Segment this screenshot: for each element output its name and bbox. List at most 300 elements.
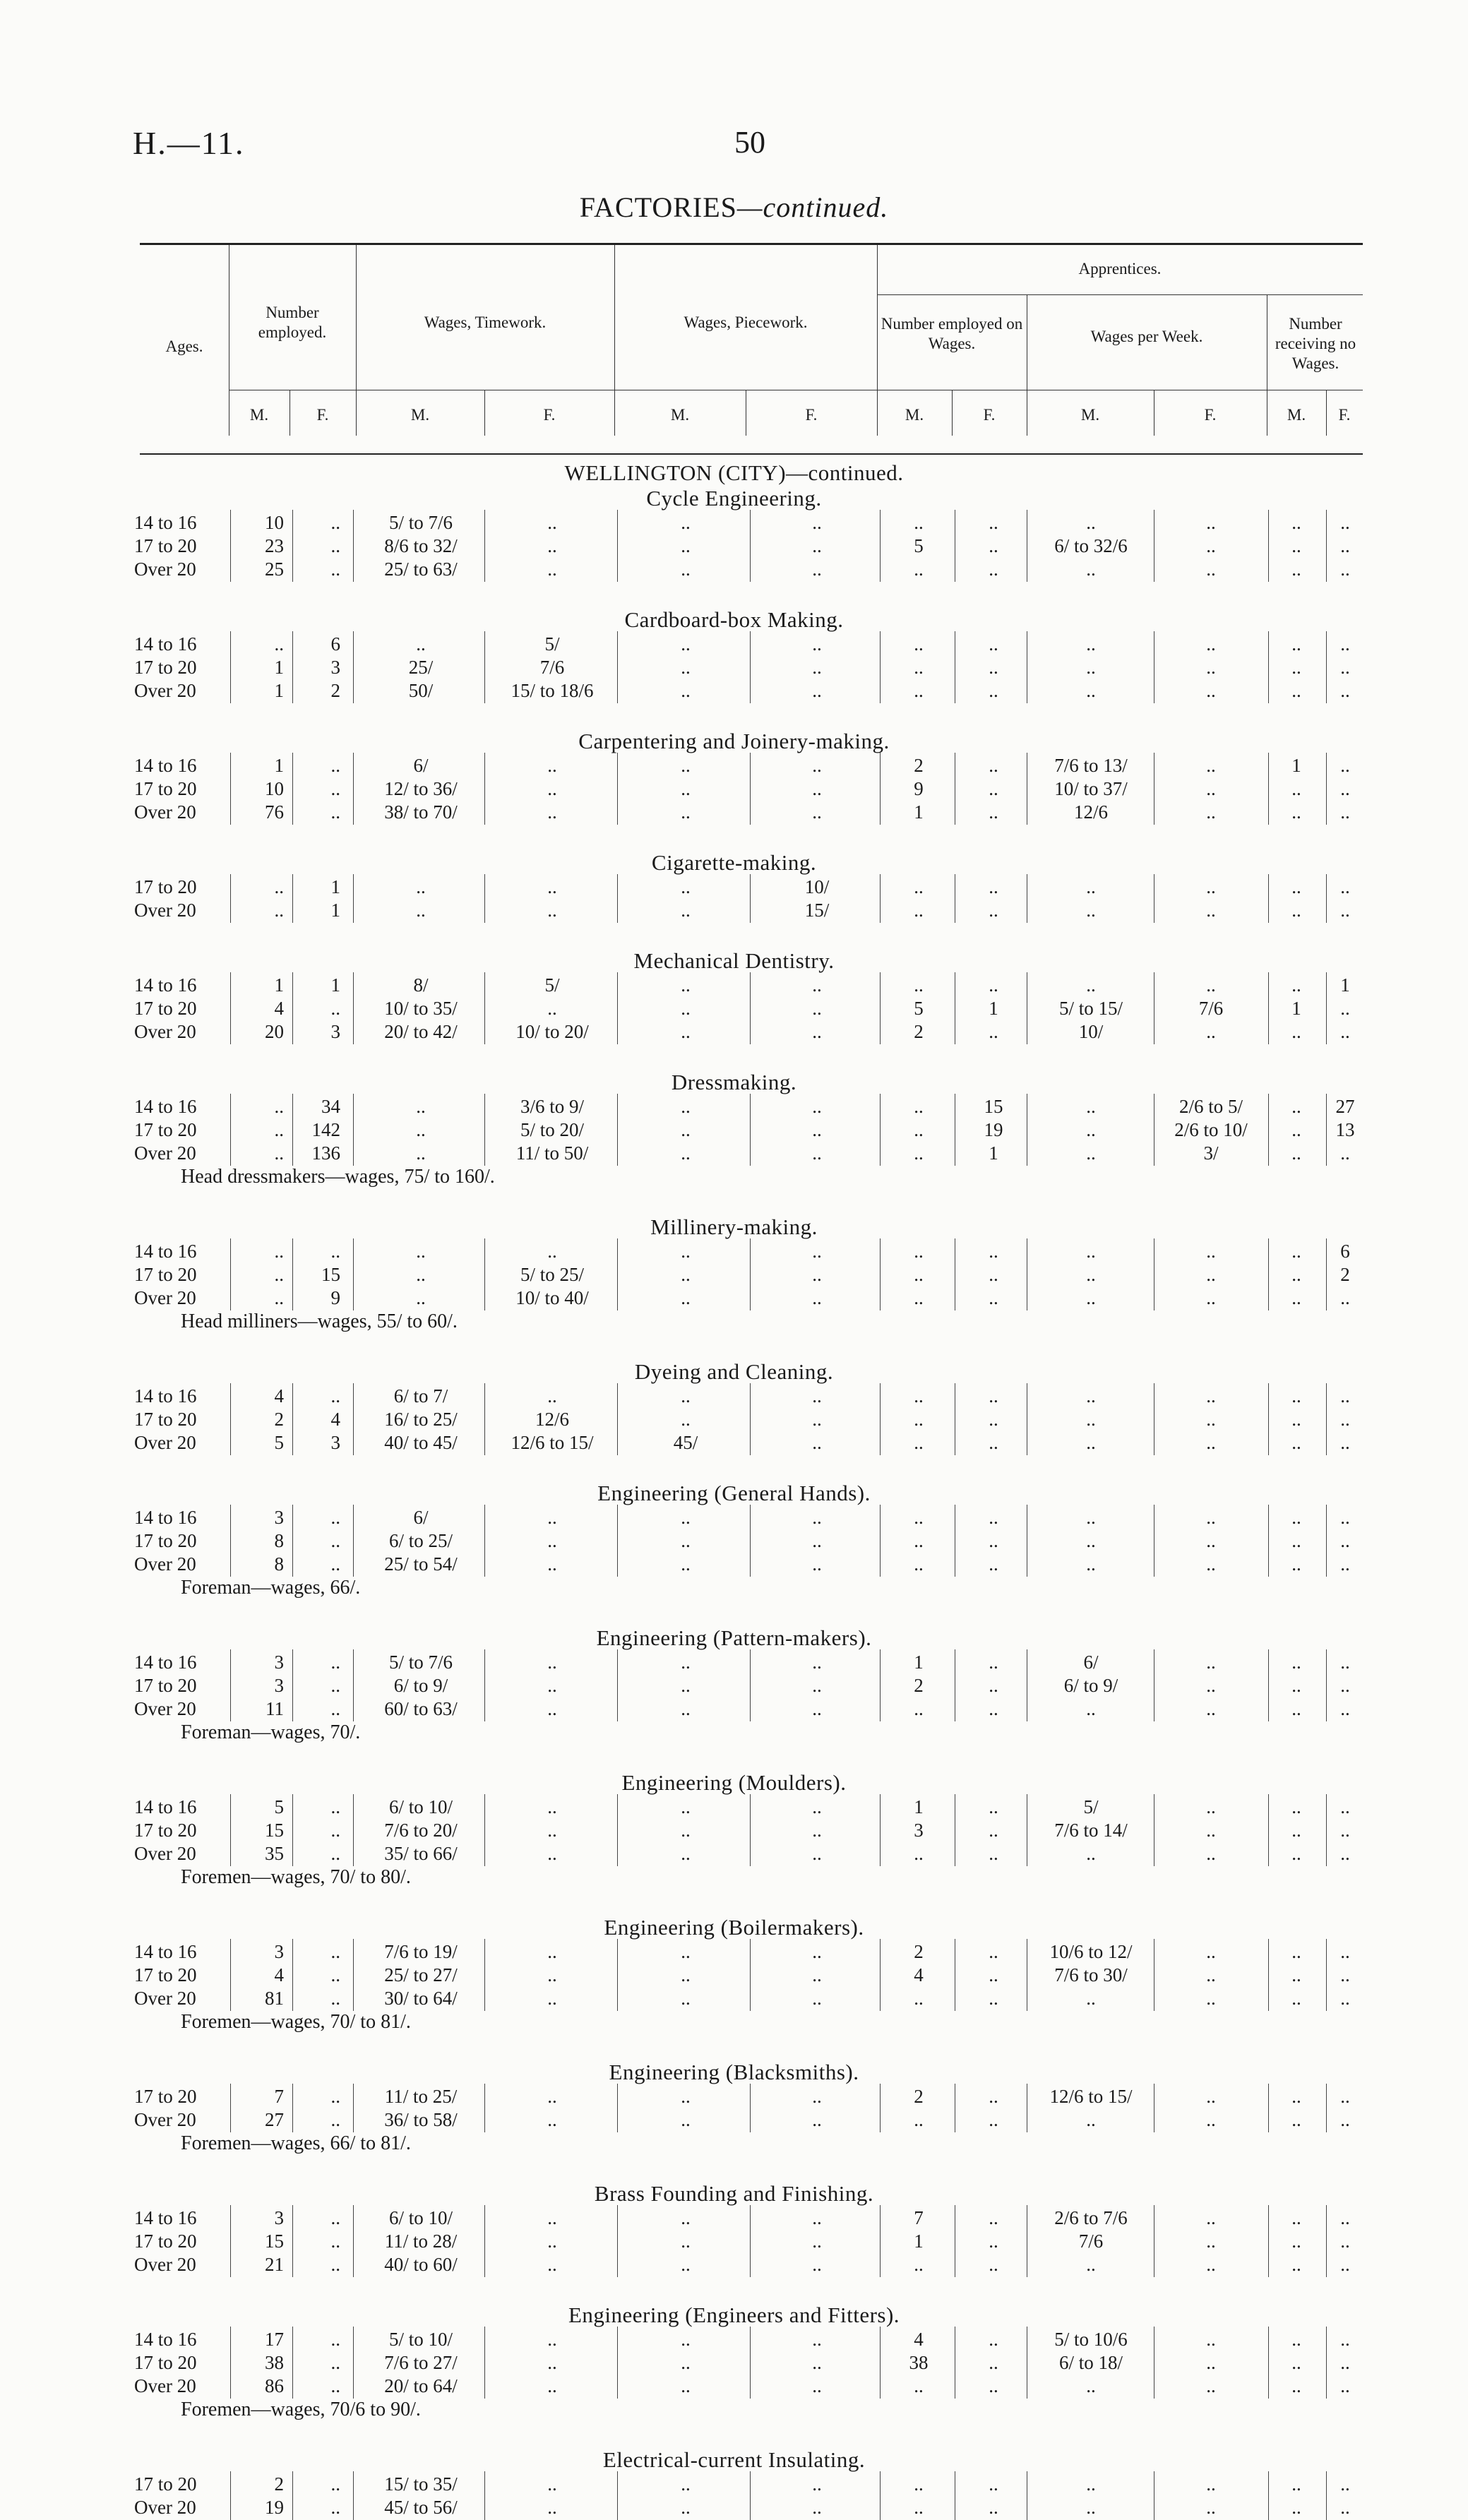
- table-cell: ..: [989, 1675, 998, 1696]
- table-cell: 6/: [413, 755, 429, 776]
- table-cell: ..: [1340, 2329, 1350, 2350]
- table-cell: 1: [1291, 998, 1301, 1019]
- table-cell: ..: [330, 2254, 340, 2275]
- column-rule: [353, 897, 354, 923]
- trade-heading: Electrical-current Insulating.: [602, 2447, 866, 2472]
- table-cell: 4: [274, 1964, 284, 1985]
- table-cell: ..: [1291, 512, 1301, 533]
- table-row: [0, 2496, 1468, 2519]
- table-cell: ..: [989, 2375, 998, 2396]
- table-cell: ..: [812, 1287, 822, 1308]
- column-rule: [353, 2228, 354, 2254]
- table-cell: ..: [989, 974, 998, 996]
- table-cell: 23: [265, 535, 284, 556]
- column-rule: [617, 1285, 618, 1310]
- table-cell: ..: [1340, 1941, 1350, 1962]
- table-cell: 35/ to 66/: [384, 1843, 458, 1864]
- table-cell: ..: [330, 755, 340, 776]
- column-rule: [1326, 897, 1327, 923]
- column-rule: [353, 753, 354, 778]
- table-cell: 1: [274, 657, 284, 678]
- table-cell: ..: [812, 559, 822, 580]
- table-cell: ..: [1291, 1241, 1301, 1262]
- trade-heading: Dressmaking.: [671, 1070, 797, 1094]
- table-row: [0, 1697, 1468, 1721]
- table-cell: ..: [1340, 1796, 1350, 1817]
- table-cell: ..: [812, 2352, 822, 2373]
- table-cell: ..: [989, 801, 998, 823]
- table-cell: ..: [989, 1820, 998, 1841]
- column-rule: [353, 631, 354, 657]
- column-rule: [1326, 1262, 1327, 1287]
- table-cell: ..: [1291, 2254, 1301, 2275]
- table-cell: ..: [812, 1843, 822, 1864]
- column-rule: [292, 1794, 293, 1820]
- column-rule: [292, 897, 293, 923]
- column-rule: [617, 1094, 618, 1119]
- table-cell: ..: [812, 2207, 822, 2228]
- table-cell: ..: [989, 1964, 998, 1985]
- table-cell: ..: [812, 2254, 822, 2275]
- age-cell: 14 to 16: [134, 1096, 197, 1117]
- table-cell: ..: [681, 1241, 691, 1262]
- table-cell: ..: [330, 512, 340, 533]
- column-rule: [1326, 1985, 1327, 2011]
- age-cell: 17 to 20: [134, 1530, 197, 1551]
- table-cell: ..: [914, 1142, 924, 1164]
- column-rule: [1326, 1528, 1327, 1553]
- table-cell: ..: [274, 1241, 284, 1262]
- foreman-note: Foremen—wages, 70/6 to 90/.: [181, 2399, 421, 2420]
- table-cell: ..: [1086, 1432, 1096, 1453]
- table-cell: 6/: [1083, 1652, 1099, 1673]
- table-row: [0, 1796, 1468, 1819]
- table-cell: ..: [681, 1409, 691, 1430]
- column-rule: [484, 1238, 485, 1264]
- table-cell: 1: [914, 2231, 924, 2252]
- column-rule: [1326, 2252, 1327, 2277]
- column-rule: [1326, 556, 1327, 582]
- table-cell: ..: [1206, 2207, 1216, 2228]
- table-cell: ..: [1291, 1843, 1301, 1864]
- table-cell: ..: [1206, 1287, 1216, 1308]
- column-rule: [484, 776, 485, 801]
- table-cell: 3: [330, 1432, 340, 1453]
- table-cell: ..: [1291, 1964, 1301, 1985]
- age-cell: Over 20: [134, 1553, 196, 1575]
- column-rule: [617, 678, 618, 703]
- trade-heading: Cardboard-box Making.: [624, 607, 844, 632]
- table-cell: ..: [812, 1652, 822, 1673]
- table-cell: ..: [1340, 535, 1350, 556]
- column-rule: [1326, 1019, 1327, 1044]
- table-cell: ..: [1340, 1287, 1350, 1308]
- column-rule: [1326, 799, 1327, 825]
- table-cell: ..: [681, 2254, 691, 2275]
- column-rule: [353, 1238, 354, 1264]
- table-cell: ..: [1086, 2254, 1096, 2275]
- table-cell: ..: [681, 876, 691, 897]
- table-cell: 45/: [673, 1432, 698, 1453]
- table-cell: ..: [989, 1021, 998, 1042]
- column-rule: [484, 510, 485, 535]
- column-rule: [292, 776, 293, 801]
- table-cell: ..: [914, 657, 924, 678]
- column-rule: [1326, 2495, 1327, 2520]
- table-cell: 8: [274, 1553, 284, 1575]
- table-cell: ..: [1340, 1652, 1350, 1673]
- table-cell: 5/ to 7/6: [388, 1652, 453, 1673]
- column-rule: [292, 972, 293, 998]
- table-cell: 5/ to 20/: [520, 1119, 584, 1140]
- column-rule: [292, 1551, 293, 1577]
- column-rule: [484, 1407, 485, 1432]
- table-cell: 12/6 to 15/: [511, 1432, 594, 1453]
- table-cell: 2: [1340, 1264, 1350, 1285]
- age-cell: 14 to 16: [134, 1507, 197, 1528]
- table-cell: 15: [265, 2231, 284, 2252]
- age-cell: 14 to 16: [134, 633, 197, 655]
- age-cell: 14 to 16: [134, 1652, 197, 1673]
- table-cell: ..: [416, 633, 426, 655]
- table-cell: 7/6: [1198, 998, 1224, 1019]
- page-title-main: FACTORIES: [579, 191, 737, 223]
- table-cell: ..: [330, 2352, 340, 2373]
- table-cell: ..: [547, 778, 557, 799]
- table-cell: ..: [914, 1843, 924, 1864]
- sub-m: M.: [249, 406, 269, 424]
- table-cell: ..: [812, 998, 822, 1019]
- table-cell: ..: [547, 998, 557, 1019]
- table-cell: 7/6: [539, 657, 565, 678]
- column-rule: [292, 2252, 293, 2277]
- table-cell: ..: [547, 1964, 557, 1985]
- table-cell: ..: [1086, 900, 1096, 921]
- table-cell: ..: [1291, 1385, 1301, 1407]
- table-row: [0, 1431, 1468, 1455]
- table-row: [0, 801, 1468, 824]
- column-rule: [617, 1551, 618, 1577]
- table-cell: ..: [1340, 2109, 1350, 2130]
- table-cell: ..: [1340, 1820, 1350, 1841]
- column-rule: [292, 1407, 293, 1432]
- column-rule: [353, 1649, 354, 1675]
- table-cell: ..: [681, 2207, 691, 2228]
- column-rule: [1326, 874, 1327, 900]
- table-cell: 5/: [544, 974, 560, 996]
- column-rule: [353, 1962, 354, 1988]
- table-cell: ..: [989, 1941, 998, 1962]
- table-cell: 2: [914, 2086, 924, 2107]
- column-rule: [353, 1551, 354, 1577]
- table-cell: 30/ to 64/: [384, 1988, 458, 2009]
- table-cell: 2: [274, 2473, 284, 2495]
- age-cell: Over 20: [134, 1698, 196, 1719]
- table-cell: 5/: [1083, 1796, 1099, 1817]
- table-cell: ..: [1291, 2086, 1301, 2107]
- table-row: [0, 2085, 1468, 2108]
- table-cell: ..: [681, 1843, 691, 1864]
- table-cell: ..: [1291, 535, 1301, 556]
- trade-heading: Dyeing and Cleaning.: [634, 1359, 834, 1384]
- table-cell: ..: [1086, 1142, 1096, 1164]
- table-cell: ..: [1340, 778, 1350, 799]
- column-rule: [484, 1985, 485, 2011]
- table-cell: 6/ to 10/: [388, 2207, 453, 2228]
- table-cell: ..: [1291, 2109, 1301, 2130]
- column-rule: [484, 631, 485, 657]
- table-cell: ..: [914, 1698, 924, 1719]
- foreman-note: Foremen—wages, 66/ to 81/.: [181, 2132, 411, 2154]
- table-cell: ..: [274, 1142, 284, 1164]
- table-cell: ..: [1340, 998, 1350, 1019]
- table-cell: ..: [989, 2086, 998, 2107]
- column-rule: [1326, 776, 1327, 801]
- table-cell: ..: [989, 1530, 998, 1551]
- table-cell: ..: [1291, 974, 1301, 996]
- table-cell: 3: [274, 1652, 284, 1673]
- table-cell: ..: [989, 1553, 998, 1575]
- table-cell: ..: [547, 755, 557, 776]
- column-rule: [292, 2471, 293, 2497]
- table-header: [140, 243, 1363, 455]
- table-row: [0, 974, 1468, 997]
- table-cell: ..: [547, 900, 557, 921]
- column-rule: [292, 533, 293, 559]
- table-cell: ..: [681, 535, 691, 556]
- sub-f: F.: [805, 406, 818, 424]
- age-cell: Over 20: [134, 801, 196, 823]
- column-rule: [617, 2373, 618, 2399]
- table-row: [0, 1385, 1468, 1408]
- table-cell: ..: [547, 1530, 557, 1551]
- age-cell: Over 20: [134, 2254, 196, 2275]
- table-cell: ..: [989, 1652, 998, 1673]
- age-cell: 17 to 20: [134, 1820, 197, 1841]
- table-cell: ..: [1291, 2352, 1301, 2373]
- table-cell: ..: [1206, 974, 1216, 996]
- table-cell: ..: [989, 2497, 998, 2518]
- table-cell: ..: [1340, 512, 1350, 533]
- table-cell: ..: [989, 1988, 998, 2009]
- table-cell: ..: [989, 2109, 998, 2130]
- table-cell: 4: [274, 998, 284, 1019]
- table-cell: ..: [989, 2231, 998, 2252]
- age-cell: 14 to 16: [134, 512, 197, 533]
- column-rule: [484, 2350, 485, 2375]
- table-row: [0, 2473, 1468, 2496]
- column-rule: [617, 2495, 618, 2520]
- age-cell: 14 to 16: [134, 1796, 197, 1817]
- column-rule: [484, 1794, 485, 1820]
- table-row: [0, 1506, 1468, 1529]
- table-cell: ..: [1291, 2473, 1301, 2495]
- table-cell: 10/ to 20/: [515, 1021, 589, 1042]
- table-cell: 25/ to 63/: [384, 559, 458, 580]
- table-cell: ..: [914, 559, 924, 580]
- column-rule: [484, 753, 485, 778]
- table-cell: ..: [1086, 1530, 1096, 1551]
- column-rule: [1326, 2471, 1327, 2497]
- table-cell: ..: [1086, 1553, 1096, 1575]
- table-cell: ..: [681, 559, 691, 580]
- table-cell: 81: [265, 1988, 284, 2009]
- column-rule: [1326, 1817, 1327, 1843]
- column-rule: [292, 1985, 293, 2011]
- table-cell: 5: [274, 1796, 284, 1817]
- column-rule: [617, 972, 618, 998]
- column-rule: [617, 1794, 618, 1820]
- age-cell: Over 20: [134, 2497, 196, 2518]
- table-cell: ..: [812, 801, 822, 823]
- table-cell: ..: [914, 633, 924, 655]
- column-rule: [484, 655, 485, 680]
- table-cell: ..: [274, 876, 284, 897]
- age-cell: 14 to 16: [134, 1385, 197, 1407]
- table-row: [0, 2253, 1468, 2276]
- column-rule: [1326, 2107, 1327, 2132]
- col-app-number-employed: Number employed on Wages.: [881, 315, 1023, 352]
- table-cell: ..: [1086, 2497, 1096, 2518]
- table-row: [0, 2375, 1468, 2398]
- table-cell: ..: [547, 2207, 557, 2228]
- table-cell: 7/6 to 19/: [384, 1941, 458, 1962]
- table-row: [0, 1651, 1468, 1674]
- table-cell: ..: [1206, 1843, 1216, 1864]
- table-cell: ..: [914, 900, 924, 921]
- table-cell: ..: [812, 512, 822, 533]
- table-cell: ..: [1291, 1096, 1301, 1117]
- column-rule: [292, 2107, 293, 2132]
- age-cell: 14 to 16: [134, 1941, 197, 1962]
- column-rule: [617, 655, 618, 680]
- column-rule: [617, 1140, 618, 1166]
- table-cell: ..: [1291, 559, 1301, 580]
- age-cell: Over 20: [134, 2375, 196, 2396]
- column-rule: [1326, 1939, 1327, 1964]
- table-cell: ..: [1291, 2497, 1301, 2518]
- table-cell: ..: [989, 900, 998, 921]
- table-cell: ..: [812, 1530, 822, 1551]
- column-rule: [617, 1985, 618, 2011]
- table-cell: ..: [989, 2473, 998, 2495]
- table-cell: ..: [330, 1964, 340, 1985]
- table-cell: ..: [914, 2109, 924, 2130]
- table-cell: ..: [1291, 1553, 1301, 1575]
- column-rule: [353, 1985, 354, 2011]
- table-cell: ..: [812, 680, 822, 701]
- table-cell: ..: [547, 512, 557, 533]
- table-cell: 1: [330, 900, 340, 921]
- column-rule: [292, 2084, 293, 2109]
- table-cell: ..: [1340, 755, 1350, 776]
- age-cell: 17 to 20: [134, 778, 197, 799]
- table-cell: ..: [681, 657, 691, 678]
- trade-heading: Mechanical Dentistry.: [633, 948, 835, 973]
- column-rule: [1326, 533, 1327, 559]
- column-rule: [353, 2495, 354, 2520]
- table-cell: 5/ to 10/6: [1054, 2329, 1128, 2350]
- column-rule: [1326, 631, 1327, 657]
- age-cell: 17 to 20: [134, 1964, 197, 1985]
- table-cell: ..: [1086, 657, 1096, 678]
- table-row: [0, 511, 1468, 535]
- table-cell: 2/6 to 10/: [1174, 1119, 1248, 1140]
- table-cell: ..: [914, 2497, 924, 2518]
- table-cell: ..: [1291, 1530, 1301, 1551]
- table-cell: ..: [1206, 535, 1216, 556]
- column-rule: [353, 1019, 354, 1044]
- table-row: [0, 1118, 1468, 1142]
- table-cell: ..: [989, 1843, 998, 1864]
- table-cell: 1: [914, 1796, 924, 1817]
- column-rule: [617, 556, 618, 582]
- column-rule: [617, 776, 618, 801]
- sub-f: F.: [1338, 406, 1351, 424]
- table-cell: ..: [1340, 680, 1350, 701]
- table-cell: 5: [914, 535, 924, 556]
- table-cell: ..: [1291, 1675, 1301, 1696]
- age-cell: Over 20: [134, 2109, 196, 2130]
- foreman-note: Foremen—wages, 70/ to 81/.: [181, 2011, 411, 2033]
- table-cell: 15: [265, 1820, 284, 1841]
- column-rule: [292, 2350, 293, 2375]
- column-rule: [617, 1673, 618, 1698]
- column-rule: [484, 1649, 485, 1675]
- table-cell: ..: [547, 1843, 557, 1864]
- table-cell: ..: [1086, 1698, 1096, 1719]
- table-cell: ..: [989, 2254, 998, 2275]
- table-cell: ..: [330, 535, 340, 556]
- table-cell: ..: [812, 974, 822, 996]
- table-cell: ..: [812, 1553, 822, 1575]
- table-cell: ..: [547, 2352, 557, 2373]
- table-cell: ..: [1340, 1964, 1350, 1985]
- table-cell: 50/: [408, 680, 434, 701]
- table-cell: ..: [989, 657, 998, 678]
- table-cell: ..: [812, 1941, 822, 1962]
- table-cell: ..: [989, 633, 998, 655]
- column-rule: [617, 1117, 618, 1142]
- table-cell: ..: [812, 1796, 822, 1817]
- table-cell: 3: [330, 1021, 340, 1042]
- column-rule: [617, 2107, 618, 2132]
- column-rule: [617, 1962, 618, 1988]
- column-rule: [1326, 1551, 1327, 1577]
- table-cell: ..: [1291, 876, 1301, 897]
- table-cell: 20/ to 64/: [384, 2375, 458, 2396]
- table-cell: ..: [681, 2086, 691, 2107]
- table-cell: 3: [274, 1507, 284, 1528]
- table-row: [0, 656, 1468, 679]
- age-cell: 17 to 20: [134, 998, 197, 1019]
- table-cell: 3: [274, 1675, 284, 1696]
- sub-m: M.: [1080, 406, 1100, 424]
- table-cell: 34: [321, 1096, 340, 1117]
- table-cell: 3: [330, 657, 340, 678]
- table-cell: 6/ to 9/: [1063, 1675, 1118, 1696]
- column-rule: [353, 1117, 354, 1142]
- column-rule: [617, 1817, 618, 1843]
- table-cell: ..: [681, 801, 691, 823]
- table-cell: ..: [547, 535, 557, 556]
- table-cell: ..: [1206, 1675, 1216, 1696]
- column-rule: [617, 1383, 618, 1409]
- column-rule: [617, 1649, 618, 1675]
- table-cell: ..: [681, 2109, 691, 2130]
- column-rule: [292, 2205, 293, 2231]
- table-cell: ..: [330, 1941, 340, 1962]
